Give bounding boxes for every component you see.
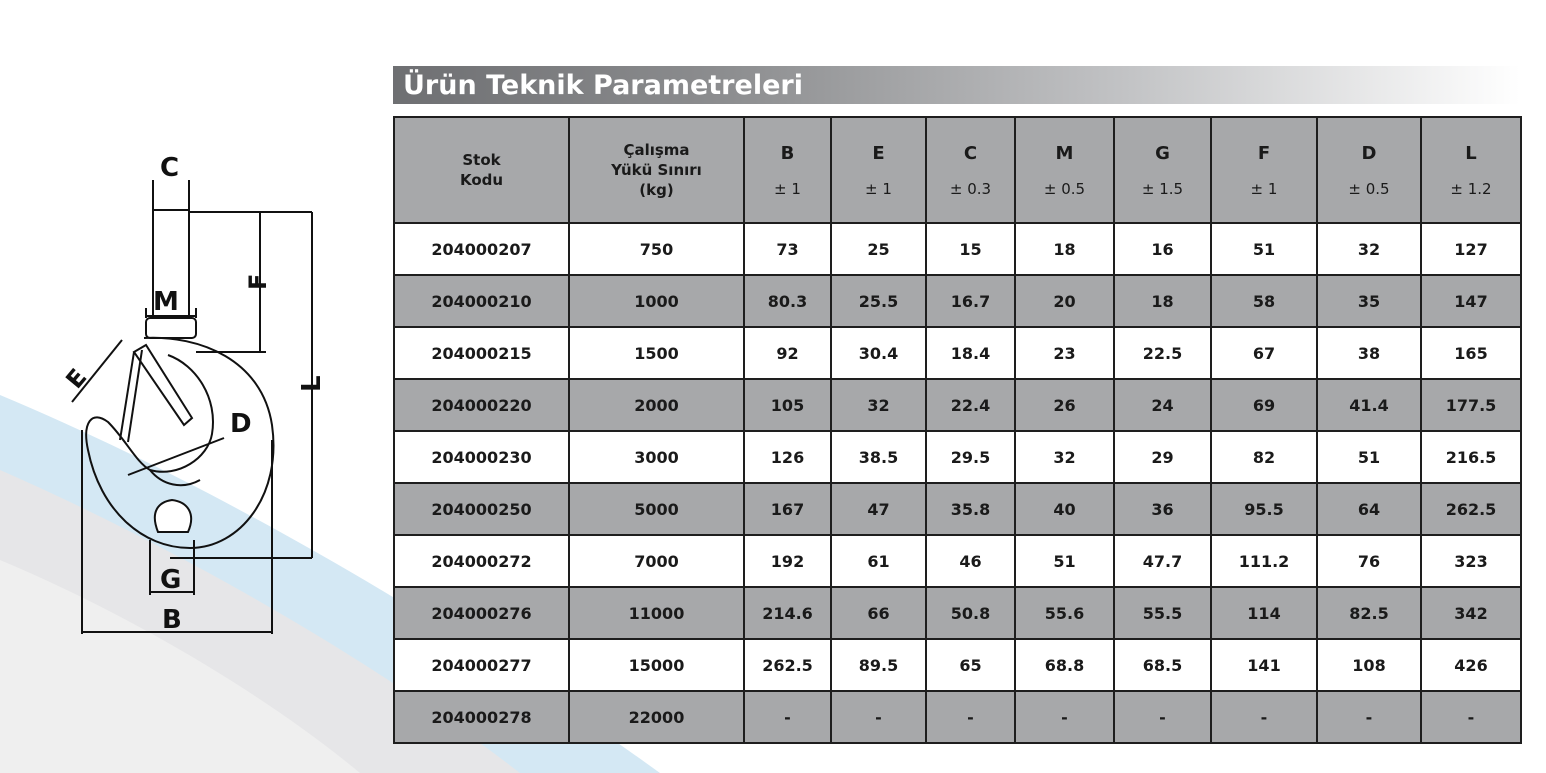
- table-cell: 342: [1421, 587, 1521, 639]
- header-tolerance: ± 0.3: [949, 180, 992, 198]
- header-cell: [394, 117, 569, 223]
- header-cell: [1015, 117, 1114, 223]
- table-cell: 25.5: [831, 275, 926, 327]
- table-row: [394, 379, 1521, 431]
- header-cell: [1211, 117, 1317, 223]
- table-cell: 16.7: [926, 275, 1015, 327]
- table-cell: 18: [1015, 223, 1114, 275]
- header-text: Kodu: [459, 171, 504, 189]
- table-cell: 204000220: [394, 379, 569, 431]
- table-cell: 51: [1211, 223, 1317, 275]
- table-cell: 32: [1317, 223, 1421, 275]
- table-cell: 58: [1211, 275, 1317, 327]
- table-row: [394, 587, 1521, 639]
- header-cell: [1421, 117, 1521, 223]
- table-cell: 32: [831, 379, 926, 431]
- header-tolerance: ± 1: [1250, 180, 1278, 198]
- header-cell: [1317, 117, 1421, 223]
- parameters-table-wrap: [393, 116, 1522, 744]
- table-cell: 76: [1317, 535, 1421, 587]
- table-cell: 55.6: [1015, 587, 1114, 639]
- table-cell: 167: [744, 483, 831, 535]
- header-tolerance: ± 1.5: [1141, 180, 1184, 198]
- table-cell: 18: [1114, 275, 1211, 327]
- page-title: Ürün Teknik Parametreleri: [403, 70, 803, 101]
- table-cell: 61: [831, 535, 926, 587]
- table-cell: 165: [1421, 327, 1521, 379]
- table-cell: 204000250: [394, 483, 569, 535]
- table-cell: 23: [1015, 327, 1114, 379]
- table-cell: 82: [1211, 431, 1317, 483]
- table-cell: 50.8: [926, 587, 1015, 639]
- table-cell: 192: [744, 535, 831, 587]
- table-cell: 262.5: [1421, 483, 1521, 535]
- title-bar: [393, 66, 1520, 104]
- table-cell: 216.5: [1421, 431, 1521, 483]
- label-b: B: [162, 605, 182, 635]
- table-cell: 114: [1211, 587, 1317, 639]
- table-cell: 204000230: [394, 431, 569, 483]
- parameters-table: [393, 116, 1522, 744]
- table-cell: 1500: [569, 327, 744, 379]
- table-cell: 177.5: [1421, 379, 1521, 431]
- header-cell: [1114, 117, 1211, 223]
- table-row: [394, 691, 1521, 743]
- table-cell: 69: [1211, 379, 1317, 431]
- table-cell: 2000: [569, 379, 744, 431]
- table-cell: 214.6: [744, 587, 831, 639]
- header-cell: [569, 117, 744, 223]
- table-cell: 67: [1211, 327, 1317, 379]
- header-cell: [926, 117, 1015, 223]
- table-cell: 204000278: [394, 691, 569, 743]
- table-cell: 92: [744, 327, 831, 379]
- table-row: [394, 223, 1521, 275]
- table-cell: 11000: [569, 587, 744, 639]
- table-cell: 105: [744, 379, 831, 431]
- table-cell: 64: [1317, 483, 1421, 535]
- table-cell: 323: [1421, 535, 1521, 587]
- table-cell: -: [1114, 691, 1211, 743]
- table-cell: 80.3: [744, 275, 831, 327]
- table-cell: 73: [744, 223, 831, 275]
- table-cell: 22000: [569, 691, 744, 743]
- table-cell: 22.4: [926, 379, 1015, 431]
- table-cell: 26: [1015, 379, 1114, 431]
- table-header-row: [394, 117, 1521, 223]
- table-cell: -: [1211, 691, 1317, 743]
- table-row: [394, 535, 1521, 587]
- table-cell: 20: [1015, 275, 1114, 327]
- table-cell: 426: [1421, 639, 1521, 691]
- table-cell: 29.5: [926, 431, 1015, 483]
- header-tolerance: ± 1.2: [1450, 180, 1492, 198]
- table-row: [394, 431, 1521, 483]
- table-cell: 51: [1317, 431, 1421, 483]
- table-cell: 5000: [569, 483, 744, 535]
- table-cell: -: [926, 691, 1015, 743]
- table-cell: 111.2: [1211, 535, 1317, 587]
- table-cell: 108: [1317, 639, 1421, 691]
- table-cell: 95.5: [1211, 483, 1317, 535]
- table-cell: 30.4: [831, 327, 926, 379]
- table-cell: 47.7: [1114, 535, 1211, 587]
- table-cell: 18.4: [926, 327, 1015, 379]
- label-e: E: [60, 363, 93, 394]
- header-cell: [744, 117, 831, 223]
- table-cell: -: [831, 691, 926, 743]
- table-cell: 127: [1421, 223, 1521, 275]
- header-dimension: L: [1465, 143, 1477, 164]
- table-cell: 204000215: [394, 327, 569, 379]
- table-cell: 147: [1421, 275, 1521, 327]
- table-cell: 24: [1114, 379, 1211, 431]
- table-cell: 15: [926, 223, 1015, 275]
- table-cell: 36: [1114, 483, 1211, 535]
- table-cell: 55.5: [1114, 587, 1211, 639]
- label-c: C: [160, 153, 180, 183]
- header-dimension: M: [1055, 143, 1074, 164]
- header-dimension: D: [1361, 143, 1377, 164]
- header-text: Stok: [462, 151, 501, 169]
- header-dimension: E: [872, 143, 885, 164]
- table-cell: 126: [744, 431, 831, 483]
- table-cell: 47: [831, 483, 926, 535]
- table-cell: 1000: [569, 275, 744, 327]
- table-row: [394, 483, 1521, 535]
- table-cell: 262.5: [744, 639, 831, 691]
- table-row: [394, 275, 1521, 327]
- table-cell: 141: [1211, 639, 1317, 691]
- table-cell: 68.8: [1015, 639, 1114, 691]
- table-cell: 25: [831, 223, 926, 275]
- table-cell: -: [1317, 691, 1421, 743]
- table-cell: 46: [926, 535, 1015, 587]
- table-row: [394, 639, 1521, 691]
- table-cell: 35.8: [926, 483, 1015, 535]
- table-cell: 51: [1015, 535, 1114, 587]
- table-cell: 3000: [569, 431, 744, 483]
- header-text: (kg): [639, 181, 674, 199]
- header-dimension: G: [1155, 143, 1170, 164]
- table-cell: 89.5: [831, 639, 926, 691]
- table-cell: 68.5: [1114, 639, 1211, 691]
- header-tolerance: ± 1: [865, 180, 892, 198]
- table-cell: 204000207: [394, 223, 569, 275]
- table-cell: 204000276: [394, 587, 569, 639]
- header-tolerance: ± 0.5: [1348, 180, 1390, 198]
- table-cell: 204000210: [394, 275, 569, 327]
- table-row: [394, 327, 1521, 379]
- label-d: D: [230, 409, 252, 439]
- table-cell: 65: [926, 639, 1015, 691]
- table-cell: 82.5: [1317, 587, 1421, 639]
- table-cell: -: [1421, 691, 1521, 743]
- table-cell: 16: [1114, 223, 1211, 275]
- header-cell: [831, 117, 926, 223]
- table-cell: 204000277: [394, 639, 569, 691]
- table-cell: 41.4: [1317, 379, 1421, 431]
- table-cell: 38: [1317, 327, 1421, 379]
- table-cell: -: [744, 691, 831, 743]
- header-text: Yükü Sınırı: [611, 161, 702, 179]
- label-f: F: [244, 273, 272, 290]
- header-dimension: B: [780, 143, 795, 164]
- header-tolerance: ± 0.5: [1043, 180, 1086, 198]
- header-dimension: C: [963, 143, 978, 164]
- table-cell: 29: [1114, 431, 1211, 483]
- table-cell: 38.5: [831, 431, 926, 483]
- table-cell: 40: [1015, 483, 1114, 535]
- table-cell: 15000: [569, 639, 744, 691]
- table-cell: 750: [569, 223, 744, 275]
- header-tolerance: ± 1: [774, 180, 801, 198]
- label-m: M: [153, 287, 179, 317]
- table-cell: 66: [831, 587, 926, 639]
- table-cell: 204000272: [394, 535, 569, 587]
- table-cell: 22.5: [1114, 327, 1211, 379]
- table-cell: 32: [1015, 431, 1114, 483]
- label-l: L: [297, 375, 327, 392]
- label-g: G: [160, 565, 182, 595]
- header-text: Çalışma: [623, 141, 690, 159]
- table-cell: -: [1015, 691, 1114, 743]
- hook-diagram: [50, 140, 340, 660]
- header-dimension: F: [1257, 143, 1271, 164]
- table-cell: 7000: [569, 535, 744, 587]
- table-cell: 35: [1317, 275, 1421, 327]
